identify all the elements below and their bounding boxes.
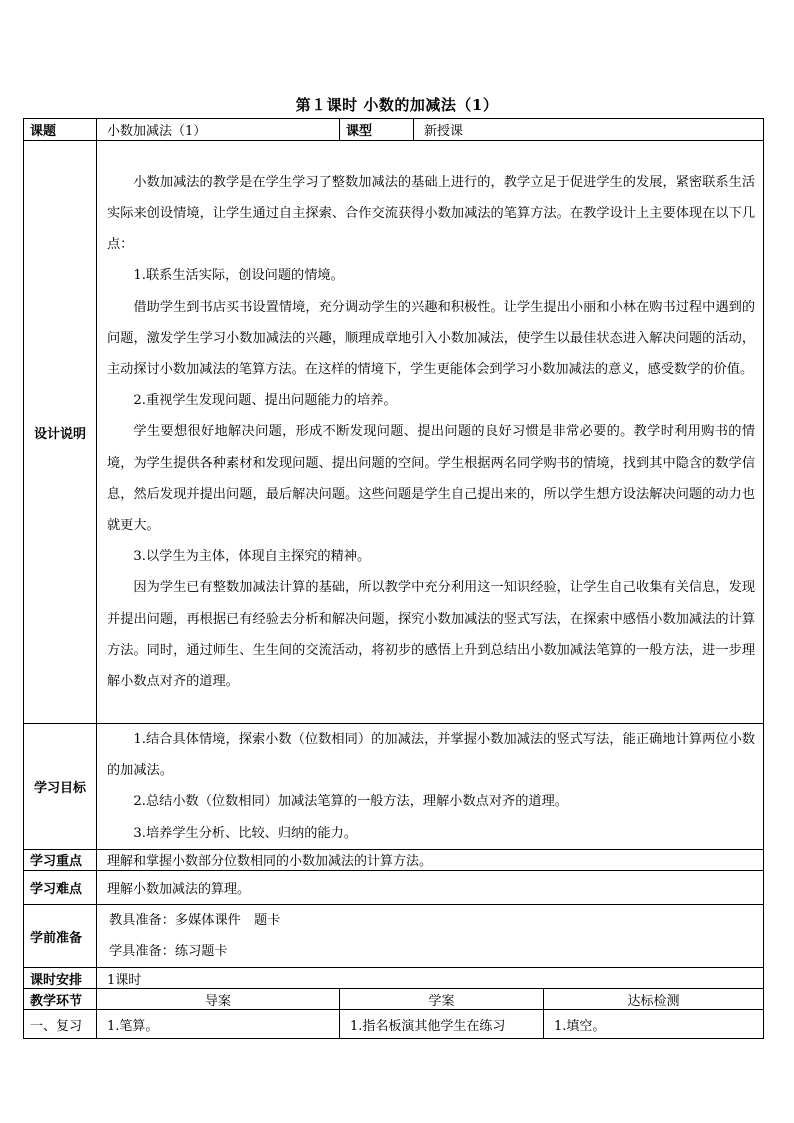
goals-row — [24, 724, 764, 850]
goal-paragraph: 3.培养学生分析、比较、归纳的能力。 — [133, 825, 357, 841]
goal-paragraph: 1.结合具体情境，探索小数（位数相同）的加减法，并掌握小数加减法的竖式写法，能正确地计算两位小数的加减法。 — [107, 732, 756, 779]
design-paragraph: 2.重视学生发现问题、提出问题能力的培养。 — [133, 393, 397, 409]
difficulty-value: 理解小数加减法的算理。 — [97, 870, 764, 904]
schedule-row — [24, 968, 764, 989]
type-value: 新授课 — [414, 119, 764, 141]
preparation-label: 学前准备 — [24, 904, 97, 967]
sections-header-row — [24, 989, 764, 1010]
design-paragraph: 1.联系生活实际，创设问题的情境。 — [133, 268, 344, 284]
review-label: 一、复习 — [24, 1010, 97, 1039]
goals-content — [97, 724, 764, 850]
difficulty-row — [24, 870, 764, 904]
sections-label: 教学环节 — [24, 989, 97, 1010]
design-paragraph: 因为学生已有整数加减法计算的基础，所以教学中充分利用这一知识经验，让学生自己收集有关信息，发现并提出问题，再根据已有经验去分析和解决问题，探究小数加减法的竖式写法，在探索中感悟小数加减法的计算方法。同时，通过师生、生生间的交流活动，将初步的感悟上升到总结出小数加减法笔算的一般方法，进一步理解小数点对齐的道理。 — [107, 580, 756, 690]
schedule-label: 课时安排 — [24, 968, 97, 989]
goals-label: 学习目标 — [24, 724, 97, 850]
teacher-preparation: 教具准备：多媒体课件 题卡 — [109, 912, 281, 928]
col-assessment-header: 达标检测 — [544, 989, 764, 1010]
col-study-header: 学案 — [340, 989, 544, 1010]
lesson-plan-table — [23, 118, 764, 1039]
difficulty-label: 学习难点 — [24, 870, 97, 904]
goal-paragraph: 2.总结小数（位数相同）加减法笔算的一般方法，理解小数点对齐的道理。 — [133, 794, 568, 810]
design-paragraph: 小数加减法的教学是在学生学习了整数加减法的基础上进行的，教学立足于促进学生的发展，紧密联系生活实际来创设情境，让学生通过自主探索、合作交流获得小数加减法的笔算方法。在教学设计上主要体现在以下几点： — [107, 174, 756, 253]
preparation-row — [24, 904, 764, 967]
review-study: 1.指名板演其他学生在练习 — [340, 1010, 544, 1039]
page-title: 第１课时 小数的加减法（1） — [295, 96, 499, 114]
course-value: 小数加减法（1） — [97, 119, 340, 141]
course-label: 课题 — [24, 119, 97, 141]
key-point-value: 理解和掌握小数部分位数相同的小数加减法的计算方法。 — [97, 849, 764, 870]
design-paragraph: 3.以学生为主体，体现自主探究的精神。 — [133, 549, 371, 565]
review-guide: 1.笔算。 — [97, 1010, 340, 1039]
student-preparation: 学具准备：练习题卡 — [109, 944, 228, 960]
col-guide-header: 导案 — [97, 989, 340, 1010]
type-label: 课型 — [340, 119, 414, 141]
preparation-content — [97, 904, 764, 967]
design-row — [24, 141, 764, 724]
key-point-row — [24, 849, 764, 870]
design-content — [97, 141, 764, 724]
course-row — [24, 119, 764, 141]
key-point-label: 学习重点 — [24, 849, 97, 870]
design-paragraph: 学生要想很好地解决问题，形成不断发现问题、提出问题的良好习惯是非常必要的。教学时利用购书的情境，为学生提供各种素材和发现问题、提出问题的空间。学生根据两名同学购书的情境，找到其中隐含的数学信息，然后发现并提出问题，最后解决问题。这些问题是学生自己提出来的，所以学生想方设法解决问题的动力也就更大。 — [107, 424, 756, 533]
design-label: 设计说明 — [24, 141, 97, 724]
review-row — [24, 1010, 764, 1039]
schedule-value: 1课时 — [97, 968, 764, 989]
review-assessment: 1.填空。 — [544, 1010, 764, 1039]
design-paragraph: 借助学生到书店买书设置情境，充分调动学生的兴趣和积极性。让学生提出小丽和小林在购书过程中遇到的问题，激发学生学习小数加减法的兴趣，顺理成章地引入小数加减法，使学生以最佳状态进入解决问题的活动，主动探讨小数加减法的笔算方法。在这样的情境下，学生更能体会到学习小数加减法的意义，感受数学的价值。 — [107, 299, 756, 377]
